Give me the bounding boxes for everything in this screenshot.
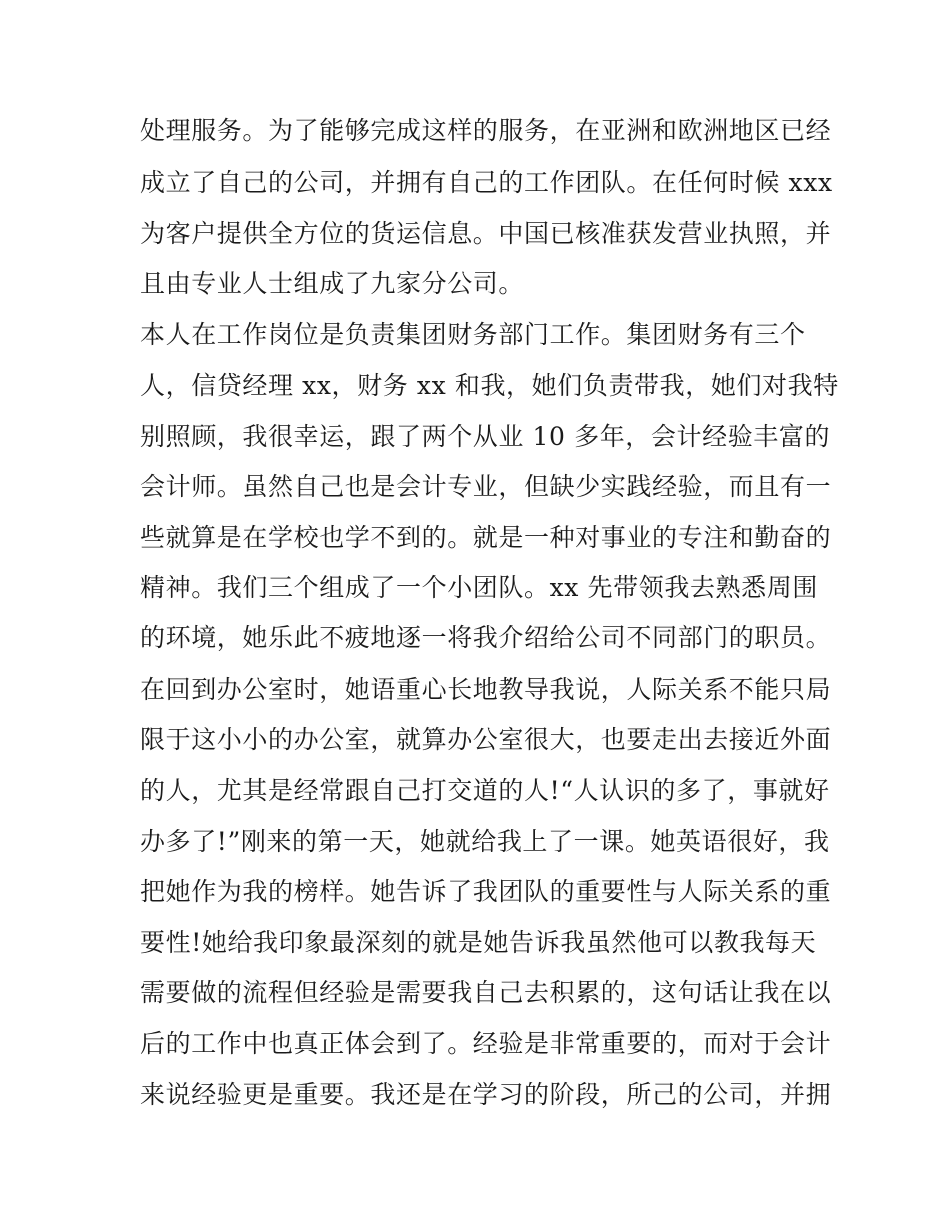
- text-line: 限于这小小的办公室，就算办公室很大，也要走出去接近外面: [140, 725, 832, 754]
- text-line: 为客户提供全方位的货运信息。中国已核准获发营业执照，并: [140, 219, 832, 248]
- text-line: 会计师。虽然自己也是会计专业，但缺少实践经验，而且有一: [140, 472, 832, 501]
- text-line: 人，信贷经理 xx，财务 xx 和我，她们负责带我，她们对我特: [140, 371, 839, 400]
- text-line: 要性!她给我印象最深刻的就是她告诉我虽然他可以教我每天: [140, 928, 817, 957]
- text-line: 办多了!”刚来的第一天，她就给我上了一课。她英语很好，我: [140, 827, 830, 856]
- text-line: 些就算是在学校也学不到的。就是一种对事业的专注和勤奋的: [140, 523, 832, 552]
- text-line: 精神。我们三个组成了一个小团队。xx 先带领我去熟悉周围: [140, 573, 818, 602]
- text-line: 需要做的流程但经验是需要我自己去积累的，这句话让我在以: [140, 978, 832, 1007]
- text-line: 别照顾，我很幸运，跟了两个从业 10 多年，会计经验丰富的: [140, 422, 831, 451]
- text-line: 在回到办公室时，她语重心长地教导我说，人际关系不能只局: [140, 675, 832, 704]
- text-line: 把她作为我的榜样。她告诉了我团队的重要性与人际关系的重: [140, 877, 832, 906]
- text-line: 本人在工作岗位是负责集团财务部门工作。集团财务有三个: [140, 320, 806, 349]
- text-line: 的人，尤其是经常跟自己打交道的人!“人认识的多了，事就好: [140, 776, 830, 805]
- text-line: 处理服务。为了能够完成这样的服务，在亚洲和欧洲地区已经: [140, 116, 832, 145]
- text-line: 后的工作中也真正体会到了。经验是非常重要的，而对于会计: [140, 1029, 832, 1058]
- text-line: 来说经验更是重要。我还是在学习的阶段，所己的公司，并拥: [140, 1080, 832, 1109]
- text-line: 且由专业人士组成了九家分公司。: [140, 269, 525, 298]
- text-line: 的环境，她乐此不疲地逐一将我介绍给公司不同部门的职员。: [140, 623, 832, 652]
- text-line: 成立了自己的公司，并拥有自己的工作团队。在任何时候 xxx: [140, 168, 833, 197]
